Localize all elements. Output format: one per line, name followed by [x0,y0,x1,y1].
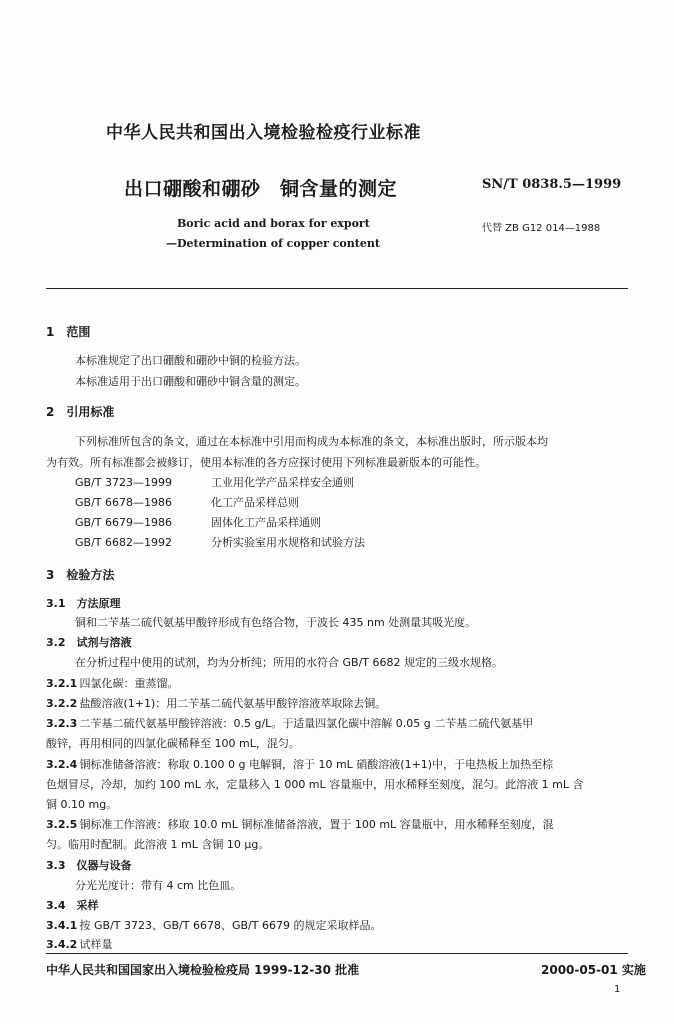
reference-code: GB/T 6678—1986 [75,496,172,509]
header-divider [46,288,628,289]
clause-3-2-4 [46,756,553,772]
reference-name: 化工产品采样总则 [211,496,299,509]
section-3-1-paragraph: 铜和二苄基二硫代氨基甲酸锌形成有色络合物，于波长 435 nm 处测量其吸光度。 [75,616,477,629]
reference-item [75,514,321,530]
title-chinese: 出口硼酸和硼砂 铜含量的测定 [124,178,398,200]
reference-name: 分析实验室用水规格和试验方法 [211,536,365,549]
section-3-2-title: 3.2 试剂与溶液 [46,636,132,649]
clause-3-2-3-continued: 酸锌，再用相同的四氯化碳稀释至 100 mL，混匀。 [46,737,300,750]
section-2-paragraph-line1: 下列标准所包含的条文，通过在本标准中引用而构成为本标准的条文，本标准出版时，所示版本均 [75,435,548,448]
clause-text: 盐酸溶液(1+1)：用二苄基二硫代氨基甲酸锌溶液萃取除去铜。 [79,697,387,710]
section-3-1-title: 3.1 方法原理 [46,597,121,610]
clause-number: 3.4.1 [46,919,78,932]
section-3-title: 3 检验方法 [46,568,115,582]
clause-3-2-4-continued: 色烟冒尽，冷却，加约 100 mL 水，定量移入 1 000 mL 容量瓶中，用水稀释至刻度，混匀。此溶液 1 mL 含 [46,778,584,791]
clause-number: 3.2.3 [46,717,78,730]
section-3-2-paragraph: 在分析过程中使用的试剂，均为分析纯；所用的水符合 GB/T 6682 规定的三级水规格。 [75,656,503,669]
section-3-3-title: 3.3 仪器与设备 [46,859,132,872]
reference-code: GB/T 3723—1999 [75,476,172,489]
section-1-paragraph-2: 本标准适用于出口硼酸和硼砂中铜含量的测定。 [75,375,306,388]
approval-line: 中华人民共和国国家出入境检验检疫局 1999-12-30 批准 [46,963,360,977]
clause-3-2-1 [46,675,179,691]
clause-3-2-3 [46,715,533,731]
implementation-date: 2000-05-01 实施 [541,963,646,977]
clause-text: 四氯化碳：重蒸馏。 [79,677,179,690]
standard-category: 中华人民共和国出入境检验检疫行业标准 [106,123,421,143]
clause-text: 二苄基二硫代氨基甲酸锌溶液：0.5 g/L。于适量四氯化碳中溶解 0.05 g 二苄基二硫代氨基甲 [79,717,534,730]
reference-code: GB/T 6679—1986 [75,516,172,529]
section-1-paragraph-1: 本标准规定了出口硼酸和硼砂中铜的检验方法。 [75,354,306,367]
reference-item [75,534,365,550]
clause-number: 3.2.1 [46,677,78,690]
clause-text: 试样量 [79,938,113,951]
replaces-note: 代替 ZB G12 014—1988 [482,223,601,234]
title-english-line2: —Determination of copper content [166,237,380,250]
reference-item [75,474,354,490]
reference-name: 工业用化学产品采样安全通则 [211,476,354,489]
standard-code: SN/T 0838.5—1999 [482,177,622,192]
section-2-title: 2 引用标准 [46,405,115,419]
clause-3-4-2 [46,936,113,952]
clause-number: 3.2.5 [46,818,78,831]
section-3-4-title: 3.4 采样 [46,899,99,912]
clause-number: 3.2.2 [46,697,78,710]
clause-text: 铜标准储备溶液：称取 0.100 0 g 电解铜，溶于 10 mL 硝酸溶液(1+1)中，于电热板上加热至棕 [79,758,554,771]
title-english-line1: Boric acid and borax for export [177,217,370,230]
clause-3-2-5 [46,816,554,832]
clause-text: 铜标准工作溶液：移取 10.0 mL 铜标准储备溶液，置于 100 mL 容量瓶中，用水稀释至刻度，混 [79,818,554,831]
page-number: 1 [614,984,621,995]
clause-number: 3.4.2 [46,938,78,951]
section-3-3-paragraph: 分光光度计：带有 4 cm 比色皿。 [75,879,242,892]
clause-text: 按 GB/T 3723、GB/T 6678、GB/T 6679 的规定采取样品。 [79,919,382,932]
reference-code: GB/T 6682—1992 [75,536,172,549]
section-1-title: 1 范围 [46,325,91,339]
section-2-paragraph-line2: 为有效。所有标准都会被修订，使用本标准的各方应探讨使用下列标准最新版本的可能性。 [46,456,486,469]
footer-divider [46,953,628,954]
clause-3-2-5-continued: 匀。临用时配制。此溶液 1 mL 含铜 10 μg。 [46,838,270,851]
reference-name: 固体化工产品采样通则 [211,516,321,529]
clause-3-2-2 [46,695,386,711]
clause-3-2-4-continued-2: 铜 0.10 mg。 [46,798,118,811]
clause-number: 3.2.4 [46,758,78,771]
clause-3-4-1 [46,917,381,933]
reference-item [75,494,299,510]
